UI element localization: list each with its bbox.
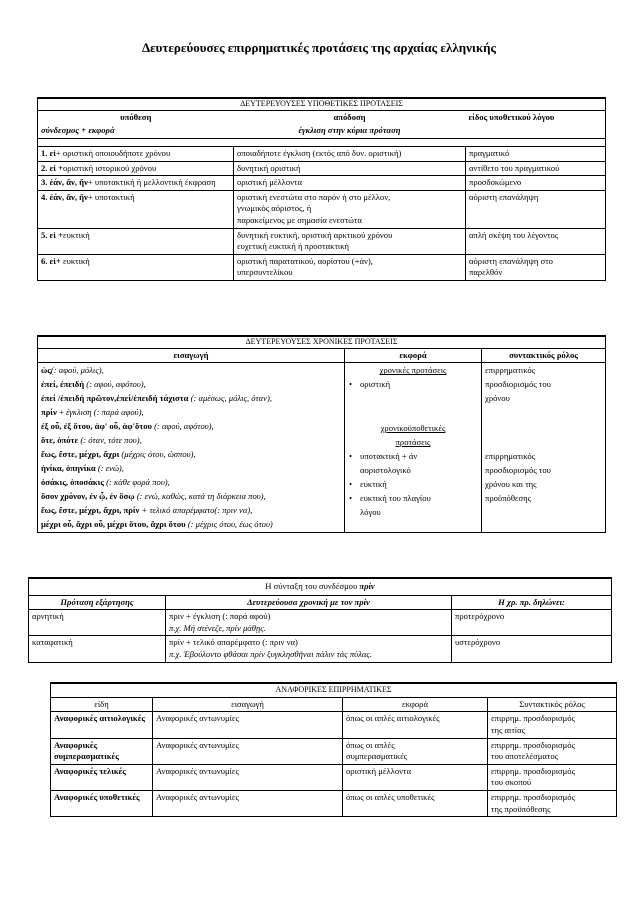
list-item: ὁσάκις, ὁποσάκις (: κάθε φορά που), [41, 476, 170, 487]
role-cell: επιρρηματικός προσδιορισμός του χρόνου επιρρηματικός προσδιορισμός του χρόνου και της προϋπόθεσης [482, 363, 606, 533]
list-item: ἡνίκα, ὁπηνίκα (: ενώ), [41, 462, 124, 473]
list-item: ἕως, ἔστε, μέχρι, ἄχρι (μέχρις ότου, ώσπου), [41, 448, 196, 459]
subheader-apodosis: έγκλιση στην κύρια πρόταση [234, 124, 466, 138]
column-header-apodosis: απόδοση [333, 111, 366, 122]
expression-cell: χρονικές προτάσεις • οριστική χρονικοϋποθετικές προτάσεις • υποτακτική + άν αοριστολογικό • ευκτική • ευκτική του πλαγίου λόγου [345, 363, 482, 533]
table-row: Αναφορικές τελικές Αναφορικές αντωνυμίες οριστική μέλλοντα επιρρημ. προσδιορισμός του σκοπού [51, 764, 617, 790]
list-item: ἐξ οὗ, ἐξ ὅτου, ἀφ' οὗ, ἀφ'ὅτου (: αφού, αφότου), [41, 421, 214, 432]
table-row: 1. εἰ+ οριστική οποιουδήποτε χρόνου οποιαδήποτε έγκλιση (εκτός από δυν. οριστική) πραγματικό [38, 146, 606, 161]
column-header-denotes: Η χρ. πρ. δηλώνει: [452, 595, 612, 610]
temporal-clauses-table [37, 335, 606, 533]
list-item: ὅσον χρόνον, ἐν ᾧ, ἐν ὅσῳ (: ενώ, καθώς, κατά τη διάρκεια που), [41, 490, 266, 501]
table-title: Η σύνταξη του συνδέσμου πρίν [29, 578, 612, 595]
table-row: 5. εἰ +ευκτική δυνητική ευκτική, οριστική αρκτικού χρόνου ευχετική ευκτική ή προστακτική απλή σκέψη του λέγοντος [38, 228, 606, 254]
list-item: ἐπεί, ἐπειδή (: αφού, αφότου), [41, 379, 146, 390]
table-row: 2. εἰ +οριστική ιστορικού χρόνου δυνητική οριστική αντίθετο του πραγματικού [38, 161, 606, 176]
column-header-kind: είδος υποθετικού λόγου [466, 110, 606, 124]
list-item: ἕως, ἔστε, μέχρι, ἄχρι, πρίν + τελικό απαρέμφατο(: πριν να), [41, 504, 253, 515]
table-title: ΑΝΑΦΟΡΙΚΕΣ ΕΠΙΡΡΗΜΑΤΙΚΕΣ [51, 683, 617, 697]
column-header-intro: εισαγωγή [153, 697, 343, 712]
list-item: • ευκτική [348, 478, 478, 492]
table-row: 4. ἐάν, ἄν, ἤν+ υποτακτική οριστική ενεστώτα στο παρόν ή στο μέλλον, γνωμικός αόριστος, ή παρακείμενος με σημασία ενεστώτα αόριστη επανάληψη [38, 190, 606, 228]
table-row: αρνητική πριν + έγκλιση (: παρά αφού) π.χ. Μή στένεζε, πρίν μάθῃς. προτερόχρονο [29, 610, 612, 636]
table-row: Αναφορικές αιτιολογικές Αναφορικές αντωνυμίες όπως οι απλές αιτιολογικές επιρρημ. προσδιορισμός της αιτίας [51, 712, 617, 738]
intro-list [38, 363, 345, 533]
list-item: ἐπεί /ἐπειδή πρῶτον,ἐπεί/ἐπειδή τάχιστα (: αμέσως, μόλις, όταν), [41, 393, 272, 404]
list-item: • ευκτική του πλαγίου λόγου [348, 492, 478, 520]
list-item: ὡς(: αφού, μόλις), [41, 365, 104, 376]
table-row: 3. ἐάν, ἄν, ἤν+ υποτακτική ή μελλοντική έκφραση οριστική μέλλοντα προσδοκώμενο [38, 176, 606, 191]
list-item: ὅτε, ὁπότε (: όταν, τότε που), [41, 435, 142, 445]
column-header-role: Συντακτικός ρόλος [488, 697, 617, 712]
column-header-intro: εισαγωγή [38, 348, 345, 363]
table-title: ΔΕΥΤΕΡΕΥΟΥΣΕΣ ΧΡΟΝΙΚΕΣ ΠΡΟΤΑΣΕΙΣ [38, 336, 606, 348]
table-row: Αναφορικές συμπερασματικές Αναφορικές αντωνυμίες όπως οι απλές συμπερασματικές επιρρημ. προσδιορισμός του αποτελέσματος [51, 738, 617, 764]
list-item: • υποτακτική + άν αοριστολογικό [348, 450, 478, 478]
table-row: 6. εἰ+ ευκτική οριστική παρατατικού, αορίστου (+άν), υπερσυντελίκου αόριστη επανάληψη στο παρελθόν [38, 254, 606, 280]
column-header-expression: εκφορά [345, 348, 482, 363]
prin-syntax-table [28, 577, 612, 663]
column-header-kinds: είδη [51, 697, 153, 712]
column-header-expression: εκφορά [343, 697, 488, 712]
column-header-hypothesis: υπόθεση [38, 110, 234, 124]
column-header-dependency: Πρόταση εξάρτησης [29, 595, 166, 610]
list-item: μέχρι οὗ, ἄχρι οὗ, μέχρι ὅτου, ἄχρι ὅτου (: μέχρις ότου, έως ότου) [41, 518, 273, 529]
document-title: Δευτερεύουσες επιρρηματικές προτάσεις της αρχαίας ελληνικής [141, 40, 497, 55]
column-header-clause: Δευτερεύουσα χρονική με τον πρίν [166, 595, 452, 610]
list-item: • οριστική [348, 378, 478, 392]
relative-adverbial-table [50, 682, 617, 817]
table-title: ΔΕΥΤΕΡΕΥΟΥΣΕΣ ΥΠΟΘΕΤΙΚΕΣ ΠΡΟΤΑΣΕΙΣ [38, 98, 606, 110]
table-row: καταφατική πρίν + τελικό απαρέμφατο (: πριν να) π.χ. Ἐβούλοντο φθάσαι πρίν ξυγκλησθῆναι πάλιν τάς πύλας. υστερόχρονο [29, 636, 612, 662]
hypothetical-clauses-table [37, 97, 606, 281]
column-header-role: συντακτικός ρόλος [482, 348, 606, 363]
list-item: πρίν + έγκλιση (: παρά αφού), [41, 407, 144, 418]
subheader-hypothesis: σύνδεσμος + εκφορά [38, 124, 234, 138]
table-row: Αναφορικές υποθετικές Αναφορικές αντωνυμίες όπως οι απλές υποθετικές επιρρημ. προσδιορισμός της προϋπόθεσης [51, 790, 617, 816]
